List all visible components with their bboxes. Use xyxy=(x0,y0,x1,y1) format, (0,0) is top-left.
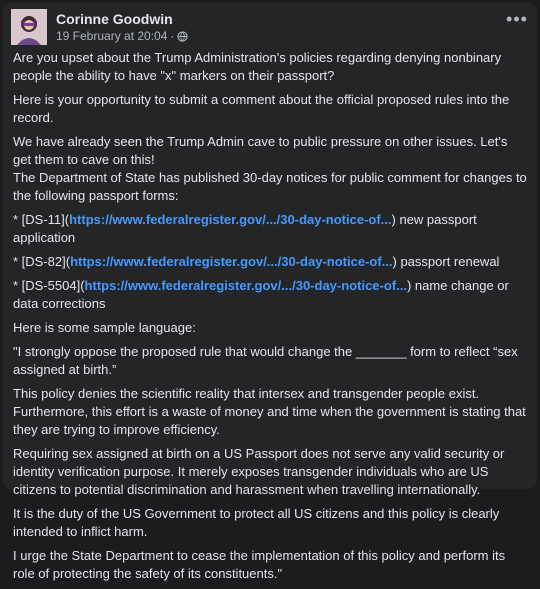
form-prefix: * [DS-5504]( xyxy=(13,278,85,293)
form-prefix: * [DS-82]( xyxy=(13,254,71,269)
author-name[interactable]: Corinne Goodwin xyxy=(56,11,173,27)
post-body xyxy=(13,49,529,589)
paragraph: Here is your opportunity to submit a comment about the official proposed rules into the record. xyxy=(13,92,510,125)
form-suffix: ) name change or data corrections xyxy=(13,278,509,311)
more-options-icon[interactable]: ••• xyxy=(506,9,528,29)
meta-separator: · xyxy=(170,29,175,43)
form-ds5504-line xyxy=(13,277,529,313)
form-ds11-line xyxy=(13,211,529,247)
paragraph: We have already seen the Trump Admin cave to public pressure on other issues. Let's get them to cave on this! xyxy=(13,134,508,167)
paragraph: It is the duty of the US Government to protect all US citizens and this policy is clearly intended to inflict harm. xyxy=(13,506,500,539)
paragraph: I urge the State Department to cease the implementation of this policy and perform its role of protecting the safety of its constituents." xyxy=(13,548,506,581)
form-prefix: * [DS-11]( xyxy=(13,212,70,227)
federal-register-link[interactable]: https://www.federalregister.gov/.../30-day-notice-of... xyxy=(70,254,393,269)
avatar-image-icon xyxy=(11,9,47,45)
federal-register-link[interactable]: https://www.federalregister.gov/.../30-day-notice-of... xyxy=(69,212,392,227)
post-meta xyxy=(56,29,188,43)
form-suffix: ) passport renewal xyxy=(392,254,500,269)
form-ds82-line xyxy=(13,253,529,271)
globe-icon xyxy=(177,31,188,42)
paragraph: "I strongly oppose the proposed rule that would change the _______ form to reflect “sex assigned at birth.” xyxy=(13,344,518,377)
post-timestamp[interactable]: 19 February at 20:04 xyxy=(56,29,168,43)
form-suffix: ) new passport application xyxy=(13,212,477,245)
post-header xyxy=(3,3,537,51)
avatar[interactable] xyxy=(11,9,47,45)
paragraph: Requiring sex assigned at birth on a US Passport does not serve any valid security or identity verification purpose. It merely exposes transgender individuals who are US citizens to potential discrimination and harassment when travelling internationally. xyxy=(13,446,505,497)
paragraph: Here is some sample language: xyxy=(13,320,196,335)
post-card xyxy=(3,3,537,581)
federal-register-link[interactable]: https://www.federalregister.gov/.../30-day-notice-of... xyxy=(84,278,407,293)
paragraph: This policy denies the scientific reality that intersex and transgender people exist. Furthermore, this effort is a waste of money and time when the government is stating that they are trying to improve efficiency. xyxy=(13,386,526,437)
paragraph: Are you upset about the Trump Administration's policies regarding denying nonbinary people the ability to have "x" markers on their passport? xyxy=(13,50,502,83)
paragraph: The Department of State has published 30-day notices for public comment for changes to the following passport forms: xyxy=(13,170,527,203)
